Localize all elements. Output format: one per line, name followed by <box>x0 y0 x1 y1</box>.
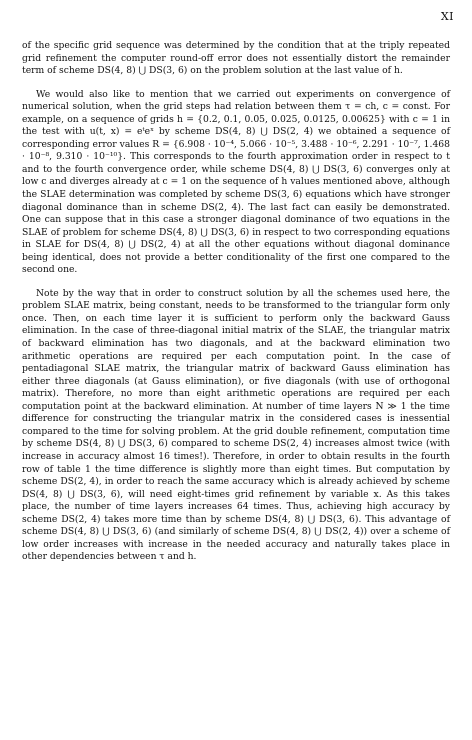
body-text <box>22 40 450 575</box>
paragraph-computation-time: Note by the way that in order to construct solution by all the schemes used here, the problem SLAE matrix, being constant, needs to be transformed to the triangular form only once. Then, on each time layer it is sufficient to perform only the backward Gauss elimination. In the case of three-diagonal initial matrix of the SLAE, the triangular matrix of backward elimination has two diagonals, and at the backward elimination two arithmetic operations are required per each computation point. In the case of pentadiagonal SLAE matrix, the triangular matrix of backward Gauss elimination has either three diagonals (at Gauss elimination), or five diagonals (with use of orthogonal matrix). Therefore, no more than eight arithmetic operations are required per each computation point at the backward elimination. At number of time layers N ≫ 1 the time difference for constructing the triangular matrix in the considered cases is inessential compared to the time for solving problem. At the grid double refinement, computation time by scheme DS(4, 8) ⋃ DS(3, 6) compared to scheme DS(2, 4) increases almost twice (with increase in accuracy almost 16 times!). Therefore, in order to obtain results in the fourth row of table 1 the time difference is slightly more than eight times. But computation by scheme DS(2, 4), in order to reach the same accuracy which is already achieved by scheme DS(4, 8) ⋃ DS(3, 6), will need eight-times grid refinement by variable x. As this takes place, the number of time layers increases 64 times. Thus, achieving high accuracy by scheme DS(2, 4) takes more time than by scheme DS(4, 8) ⋃ DS(3, 6). This advantage of scheme DS(4, 8) ⋃ DS(3, 6) (and similarly of scheme DS(4, 8) ⋃ DS(2, 4)) over a scheme of low order increases with increase in the needed accuracy and naturally takes place in other dependencies between τ and h. <box>22 287 450 563</box>
paragraph-convergence: We would also like to mention that we carried out experiments on convergence of numerical solution, when the grid steps had relation between them τ = ch, c = const. For example, on a sequence of grids h = {0.2, 0.1, 0.05, 0.025, 0.0125, 0.00625} with c = 1 in the test with u(t, x) = eᵗeˣ by scheme DS(4, 8) ⋃ DS(2, 4) we obtained a sequence of corresponding error values R = {6.908 · 10⁻⁴, 5.066 · 10⁻⁵, 3.488 · 10⁻⁶, 2.291 · 10⁻⁷, 1.468 · 10⁻⁸, 9.310 · 10⁻¹⁰}. This corresponds to the fourth approximation order in respect to t and to the fourth convergence order, while scheme DS(4, 8) ⋃ DS(3, 6) converges only at low c and diverges already at c = 1 on the sequence of h values mentioned above, although the SLAE determination was completed by scheme DS(3, 6) equations which have stronger diagonal dominance than in scheme DS(2, 4). The last fact can easily be demonstrated. One can suppose that in this case a stronger diagonal dominance of two equations in the SLAE of problem for scheme DS(4, 8) ⋃ DS(3, 6) in respect to two corresponding equations in SLAE for DS(4, 8) ⋃ DS(2, 4) at all the other equations without diagonal dominance being identical, does not provide a better conditionality of the first one compared to the second one. <box>22 88 450 276</box>
page-number: XI <box>440 10 454 23</box>
paragraph-continuation: of the specific grid sequence was determined by the condition that at the triply repeated grid refinement the computer round-off error does not essentially distort the remainder term of scheme DS(4, 8) ⋃ DS(3, 6) on the problem solution at the last value of h. <box>22 40 450 77</box>
